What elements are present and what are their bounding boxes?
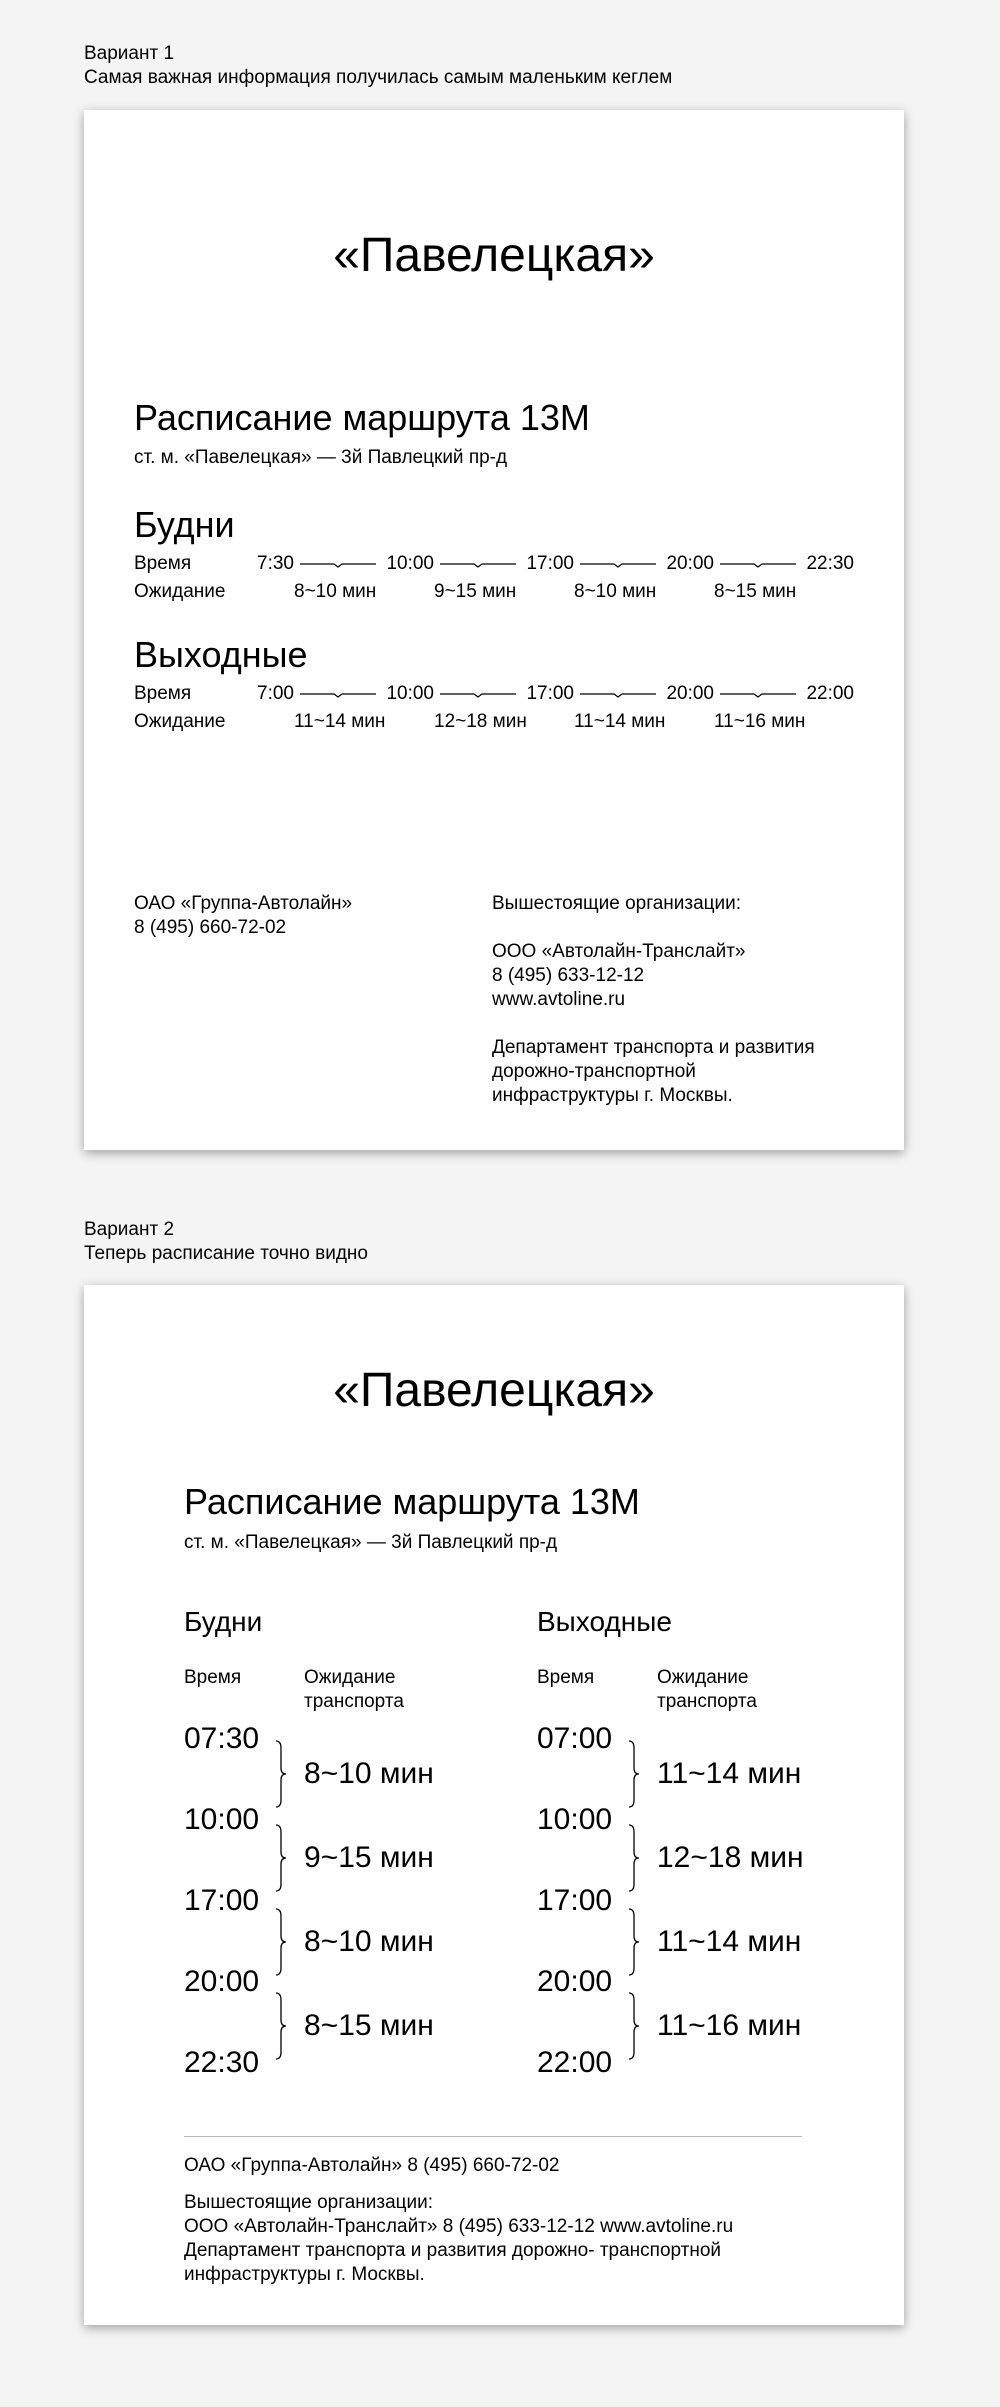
wait-value: 8~10 мин — [304, 1757, 434, 1790]
time-label: Время — [134, 553, 192, 574]
parent-org-info: ООО «Автолайн-Транслайт» 8 (495) 633-12-12 www.avtoline.ru — [184, 2216, 734, 2237]
time-value: 10:00 — [386, 553, 434, 574]
department-line-2: инфраструктуры г. Москвы. — [184, 2264, 425, 2285]
wait-value: 9~15 мин — [434, 581, 517, 602]
wait-column-header: Ожидание — [304, 1667, 396, 1688]
weekdays-heading: Будни — [134, 504, 235, 545]
parent-orgs-label: Вышестоящие организации: — [492, 893, 742, 914]
time-label: Время — [134, 683, 192, 704]
time-value: 20:00 — [537, 1965, 613, 1998]
wait-value: 8~10 мин — [304, 1925, 434, 1958]
interval-connector — [440, 558, 516, 570]
interval-brace — [274, 1908, 288, 1976]
interval-connector — [300, 688, 376, 700]
department-line-2: дорожно-транспортной — [492, 1061, 696, 1082]
interval-connector — [580, 558, 656, 570]
variant1-sign — [84, 110, 904, 1150]
wait-label: Ожидание — [134, 711, 226, 732]
wait-column-header: транспорта — [657, 1691, 757, 1712]
station-title: «Павелецкая» — [333, 1364, 655, 1417]
weekdays-heading: Будни — [184, 1606, 263, 1637]
department-line-1: Департамент транспорта и развития — [492, 1037, 815, 1058]
time-value: 17:00 — [526, 553, 574, 574]
interval-brace — [627, 1992, 641, 2060]
wait-column-header: Ожидание — [657, 1667, 749, 1688]
time-value: 22:30 — [184, 2046, 260, 2079]
weekends-heading: Выходные — [537, 1606, 672, 1637]
interval-connector — [720, 688, 796, 700]
interval-connector — [300, 558, 376, 570]
interval-brace — [274, 1992, 288, 2060]
time-value: 7:30 — [257, 553, 294, 574]
wait-column-header: транспорта — [304, 1691, 404, 1712]
wait-label: Ожидание — [134, 581, 226, 602]
parent-org-name: ООО «Автолайн-Транслайт» — [492, 941, 746, 962]
time-value: 10:00 — [386, 683, 434, 704]
route-subtitle: ст. м. «Павелецкая» — 3й Павлецкий пр-д — [184, 1532, 558, 1553]
variant2-caption-text: Теперь расписание точно видно — [84, 1243, 368, 1264]
wait-value: 12~18 мин — [657, 1841, 804, 1874]
weekends-heading: Выходные — [134, 634, 308, 675]
wait-value: 8~15 мин — [714, 581, 797, 602]
interval-connector — [720, 558, 796, 570]
wait-value: 11~14 мин — [294, 711, 386, 732]
time-value: 20:00 — [666, 683, 714, 704]
station-title: «Павелецкая» — [333, 229, 655, 282]
department-line-3: инфраструктуры г. Москвы. — [492, 1085, 733, 1106]
time-value: 20:00 — [666, 553, 714, 574]
variant1-caption-text: Самая важная информация получилась самым маленьким кеглем — [84, 67, 673, 88]
wait-value: 12~18 мин — [434, 711, 527, 732]
time-value: 10:00 — [184, 1803, 260, 1836]
parent-orgs-label: Вышестоящие организации: — [184, 2192, 434, 2213]
route-subtitle: ст. м. «Павелецкая» — 3й Павлецкий пр-д — [134, 447, 508, 468]
time-value: 22:30 — [806, 553, 854, 574]
wait-value: 11~14 мин — [574, 711, 666, 732]
footer-divider — [184, 2136, 802, 2137]
time-value: 17:00 — [537, 1884, 613, 1917]
time-value: 22:00 — [537, 2046, 613, 2079]
interval-connector — [440, 688, 516, 700]
wait-value: 8~10 мин — [294, 581, 377, 602]
interval-brace — [627, 1824, 641, 1892]
wait-value: 11~16 мин — [657, 2009, 802, 2042]
time-value: 17:00 — [526, 683, 574, 704]
interval-brace — [627, 1908, 641, 1976]
time-value: 22:00 — [806, 683, 854, 704]
interval-brace — [627, 1740, 641, 1808]
time-value: 07:30 — [184, 1722, 260, 1755]
parent-org-website: www.avtoline.ru — [492, 989, 626, 1010]
time-value: 07:00 — [537, 1722, 613, 1755]
wait-value: 9~15 мин — [304, 1841, 434, 1874]
time-column-header: Время — [537, 1667, 595, 1688]
time-value: 7:00 — [257, 683, 294, 704]
interval-brace — [274, 1824, 288, 1892]
wait-value: 8~15 мин — [304, 2009, 434, 2042]
time-value: 17:00 — [184, 1884, 260, 1917]
variant2-caption-title: Вариант 2 — [84, 1219, 175, 1240]
parent-org-phone: 8 (495) 633-12-12 — [492, 965, 645, 986]
interval-connector — [580, 688, 656, 700]
wait-value: 11~14 мин — [657, 1925, 802, 1958]
operator-name: ОАО «Группа-Автолайн» — [134, 893, 353, 914]
department-line-1: Департамент транспорта и развития дорожно- транспортной — [184, 2240, 722, 2261]
time-column-header: Время — [184, 1667, 242, 1688]
wait-value: 8~10 мин — [574, 581, 657, 602]
operator-phone: 8 (495) 660-72-02 — [134, 917, 287, 938]
wait-value: 11~14 мин — [657, 1757, 802, 1790]
route-title: Расписание маршрута 13М — [134, 397, 590, 438]
variant1-caption-title: Вариант 1 — [84, 43, 175, 64]
time-value: 10:00 — [537, 1803, 613, 1836]
time-value: 20:00 — [184, 1965, 260, 1998]
variant2-sign — [84, 1285, 904, 2325]
interval-brace — [274, 1740, 288, 1808]
operator-info: ОАО «Группа-Автолайн» 8 (495) 660-72-02 — [184, 2155, 560, 2176]
route-title: Расписание маршрута 13М — [184, 1481, 640, 1522]
wait-value: 11~16 мин — [714, 711, 806, 732]
